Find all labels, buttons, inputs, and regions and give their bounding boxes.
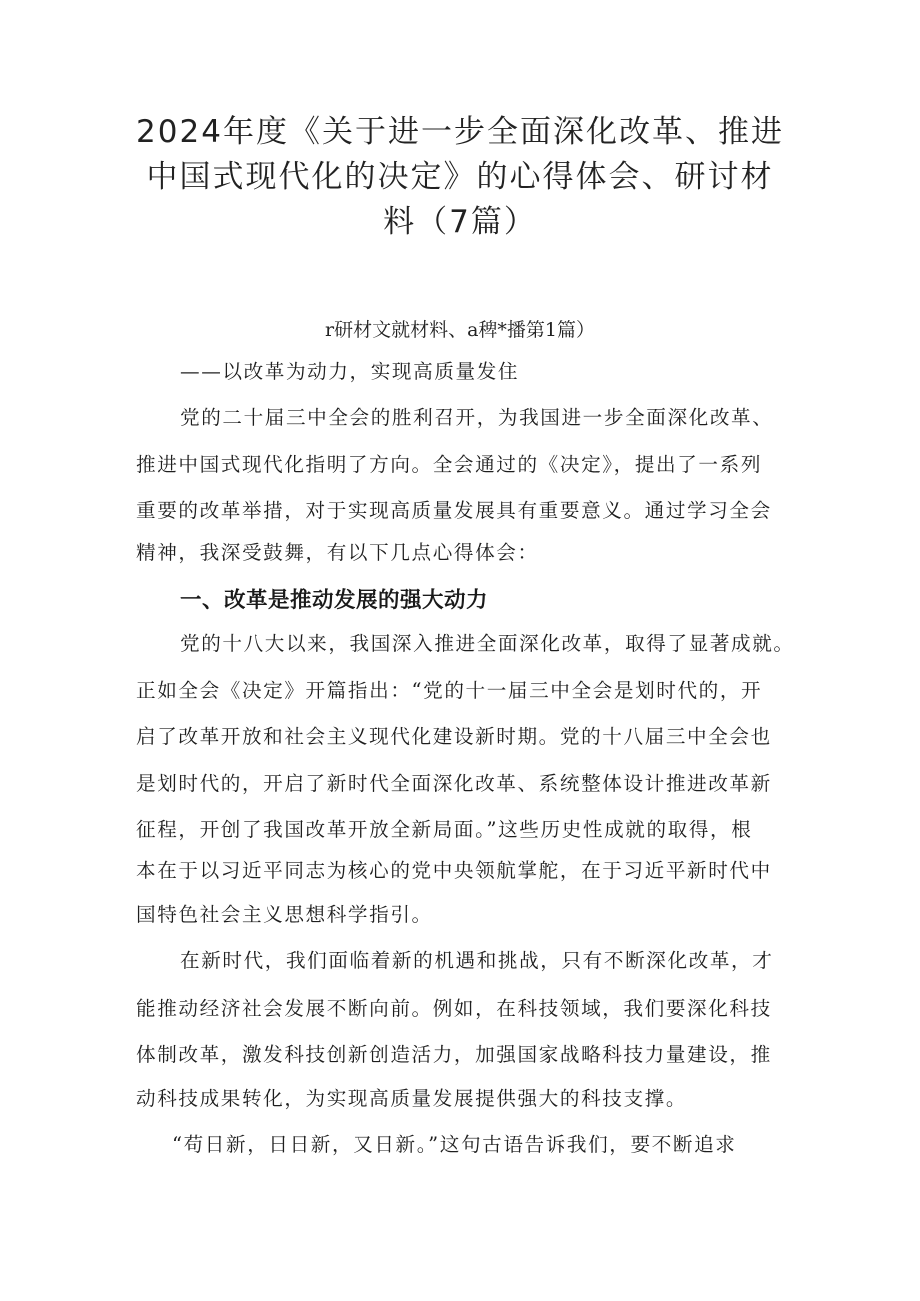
dash-subheading: ——以改革为动力，实现高质量发住	[180, 360, 520, 383]
paragraph-line: 党的十八大以来，我国深入推进全面深化改革，取得了显著成就。	[180, 632, 795, 655]
title-line-3: 料（7篇）	[383, 204, 537, 240]
paragraph-line: “苟日新，日日新，又日新。”这句古语告诉我们，要不断追求	[172, 1133, 737, 1156]
title-line-1: 2024年度《关于进一步全面深化改革、推进	[136, 114, 784, 150]
paragraph-line: 党的二十届三中全会的胜利召开，为我国进一步全面深化改革、	[180, 406, 774, 429]
section-heading-1: 一、改革是推动发展的强大动力	[180, 588, 489, 613]
document-title	[120, 110, 800, 245]
paragraph-line: 本在于以习近平同志为核心的党中央领航掌舵，在于习近平新时代中	[136, 859, 772, 882]
paragraph-line: 动科技成果转化，为实现高质量发展提供强大的科技支撑。	[136, 1087, 688, 1110]
paragraph-line: 启了改革开放和社会主义现代化建设新时期。党的十八届三中全会也	[136, 725, 772, 748]
paragraph-line: 征程，开创了我国改革开放全新局面。”这些历史性成就的取得，根	[136, 818, 753, 841]
paragraph-line: 推进中国式现代化指明了方向。全会通过的《决定》，提出了一系列	[136, 453, 763, 476]
section-subtitle: r研材文就材料、a稗*播第1篇）	[325, 319, 595, 341]
paragraph-line: 国特色社会主义思想科学指引。	[136, 903, 433, 926]
paragraph-line: 体制改革，激发科技创新创造活力，加强国家战略科技力量建设，推	[136, 1043, 772, 1066]
paragraph-line: 是划时代的，开启了新时代全面深化改革、系统整体设计推进改革新	[136, 772, 772, 795]
paragraph-line: 在新时代，我们面临着新的机遇和挑战，只有不断深化改革，才	[180, 949, 774, 972]
paragraph-line: 能推动经济社会发展不断向前。例如，在科技领域，我们要深化科技	[136, 997, 772, 1020]
paragraph-line: 精神，我深受鼓舞，有以下几点心得体会：	[136, 541, 539, 564]
paragraph-line: 重要的改革举措，对于实现高质量发展具有重要意义。通过学习全会	[136, 499, 772, 522]
paragraph-line: 正如全会《决定》开篇指出：“党的十一届三中全会是划时代的，开	[136, 679, 763, 702]
title-line-2: 中国式现代化的决定》的心得体会、研讨材	[146, 159, 774, 195]
